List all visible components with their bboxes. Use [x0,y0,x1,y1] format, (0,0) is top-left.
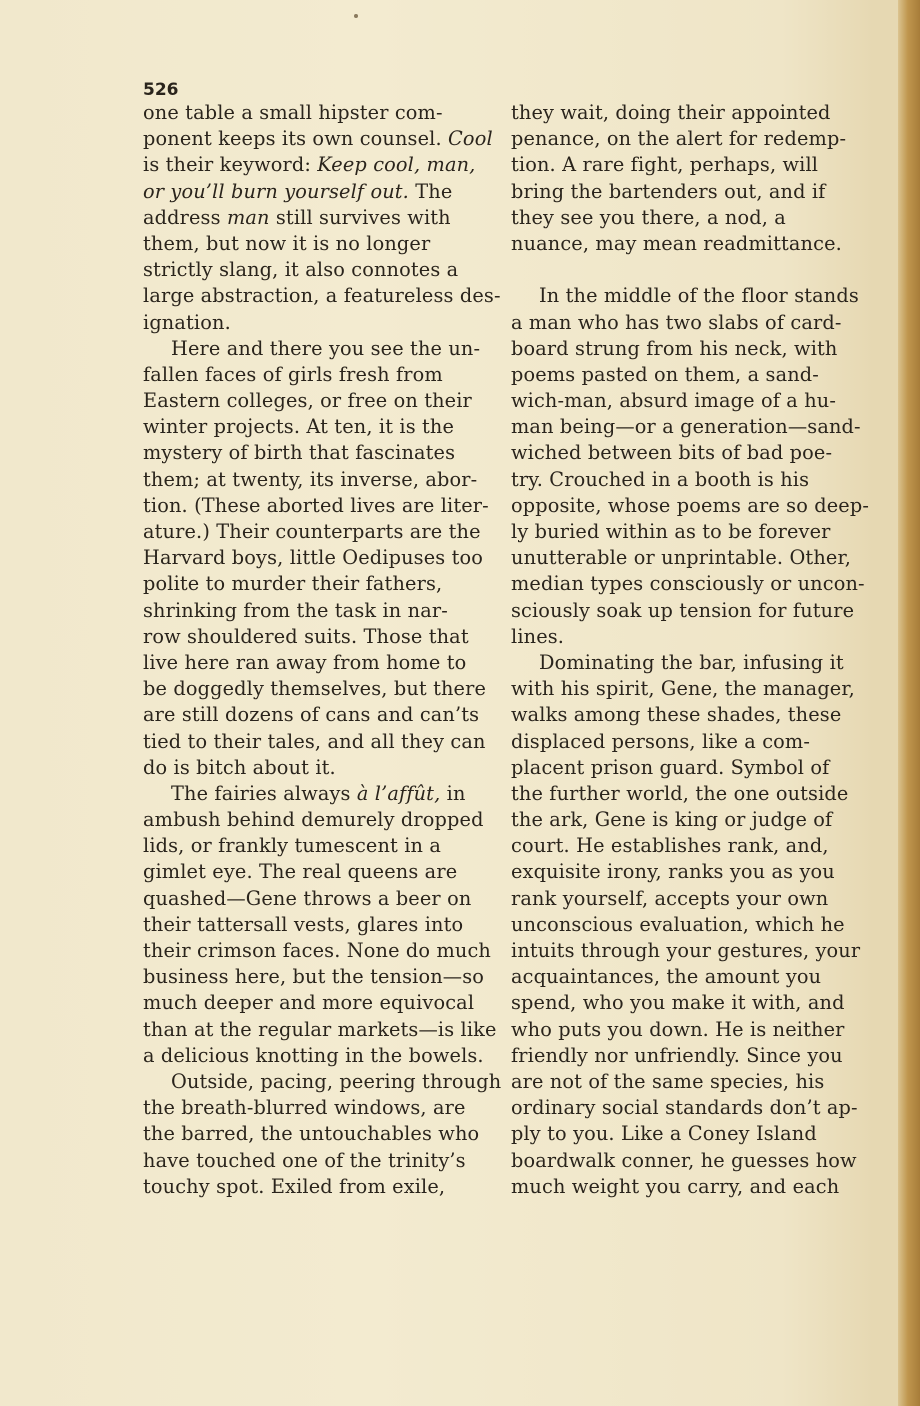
text-line: try. Crouched in a booth is his [511,467,810,491]
text-line: Outside, pacing, peering through [171,1069,502,1093]
text-line: Harvard boys, little Oedipuses too [143,546,484,570]
text-line: who puts you down. He is neither [511,1017,845,1041]
text-line: displaced persons, like a com- [511,729,811,753]
text-line: tion. A rare fight, perhaps, will [511,153,819,177]
text-line: the barred, the untouchables who [143,1122,480,1146]
text-line: business here, but the tension—so [143,965,485,989]
paragraph-gap [511,257,866,283]
text-line: tied to their tales, and all they can [143,729,486,753]
text-line: wich-man, absurd image of a hu- [511,389,837,413]
text-line: acquaintances, the amount you [511,965,822,989]
text-line: are not of the same species, his [511,1069,825,1093]
text-line: the ark, Gene is king or judge of [511,808,833,832]
text-line: are still dozens of cans and can’ts [143,703,480,727]
text-line: man being—or a generation—sand- [511,415,861,439]
text-line: Dominating the bar, infusing it [539,650,844,674]
text-line: ponent keeps its own counsel. Cool [143,127,493,151]
text-line: a man who has two slabs of card- [511,310,842,334]
text-line: wiched between bits of bad poe- [511,441,833,465]
right-text-column [511,100,870,1200]
text-line: one table a small hipster com- [143,101,443,124]
text-line: boardwalk conner, he guesses how [511,1148,857,1172]
text-line: they see you there, a nod, a [511,205,786,229]
text-line: board strung from his neck, with [511,336,838,360]
text-line: do is bitch about it. [143,755,336,779]
text-line: their tattersall vests, glares into [143,912,464,936]
text-line: placent prison guard. Symbol of [511,755,830,779]
text-line: poems pasted on them, a sand- [511,362,819,386]
text-line: the breath-blurred windows, are [143,1096,466,1120]
page-number: 526 [143,80,179,100]
text-line: they wait, doing their appointed [511,101,831,124]
text-line: lines. [511,624,565,648]
text-line: spend, who you make it with, and [511,991,845,1015]
text-line: the further world, the one outside [511,781,849,805]
text-line: tion. (These aborted lives are liter- [143,493,489,517]
text-line: them; at twenty, its inverse, abor- [143,467,478,491]
text-line: be doggedly themselves, but there [143,677,487,701]
text-line: winter projects. At ten, it is the [143,415,455,439]
text-line: touchy spot. Exiled from exile, [143,1174,446,1198]
text-line: much deeper and more equivocal [143,991,475,1015]
text-line: shrinking from the task in nar- [143,598,448,622]
text-line: a delicious knotting in the bowels. [143,1043,484,1067]
text-line: Eastern colleges, or free on their [143,389,472,413]
text-line: them, but now it is no longer [143,231,431,255]
text-line: address man still survives with [143,205,451,229]
text-line: is their keyword: Keep cool, man, [143,153,476,177]
text-line: sciously soak up tension for future [511,598,855,622]
text-line: large abstraction, a featureless des- [143,284,501,308]
text-line: nuance, may mean readmittance. [511,231,842,255]
text-line: friendly nor unfriendly. Since you [511,1043,843,1067]
text-line: unconscious evaluation, which he [511,912,845,936]
text-line: ly buried within as to be forever [511,520,831,543]
text-line: Here and there you see the un- [171,336,481,360]
text-line: ordinary social standards don’t ap- [511,1096,858,1120]
text-line: or you’ll burn yourself out. The [143,179,453,203]
text-line: intuits through your gestures, your [511,939,861,962]
text-line: fallen faces of girls fresh from [143,362,443,386]
text-line: with his spirit, Gene, the manager, [511,677,855,701]
text-line: unutterable or unprintable. Other, [511,546,851,570]
text-line: quashed—Gene throws a beer on [143,886,472,910]
text-line: The fairies always à l’affût, in [171,781,466,805]
text-line: walks among these shades, these [511,703,842,727]
text-line: opposite, whose poems are so deep- [511,493,870,517]
text-line: bring the bartenders out, and if [511,179,826,203]
text-line: live here ran away from home to [143,650,467,674]
text-line: ply to you. Like a Coney Island [511,1122,817,1146]
text-line: their crimson faces. None do much [143,939,491,962]
text-line: have touched one of the trinity’s [143,1148,466,1172]
text-line: ignation. [143,310,231,334]
text-line: exquisite irony, ranks you as you [511,860,835,884]
text-line: mystery of birth that fascinates [143,441,456,465]
left-text-column [143,100,502,1200]
text-line: gimlet eye. The real queens are [143,860,458,884]
text-line: court. He establishes rank, and, [511,834,829,858]
text-line: median types consciously or uncon- [511,572,865,596]
text-line: penance, on the alert for redemp- [511,127,847,151]
text-line: much weight you carry, and each [511,1174,840,1198]
text-line: ambush behind demurely dropped [143,808,484,832]
text-line: strictly slang, it also connotes a [143,258,459,282]
page-speck [354,14,358,18]
text-line: than at the regular markets—is like [143,1017,497,1041]
text-line: lids, or frankly tumescent in a [143,834,442,858]
page-edge [898,0,920,1406]
text-line: ature.) Their counterparts are the [143,520,481,543]
text-line: row shouldered suits. Those that [143,624,469,648]
text-line: In the middle of the floor stands [539,284,859,308]
text-line: polite to murder their fathers, [143,572,443,596]
text-line: rank yourself, accepts your own [511,886,829,910]
